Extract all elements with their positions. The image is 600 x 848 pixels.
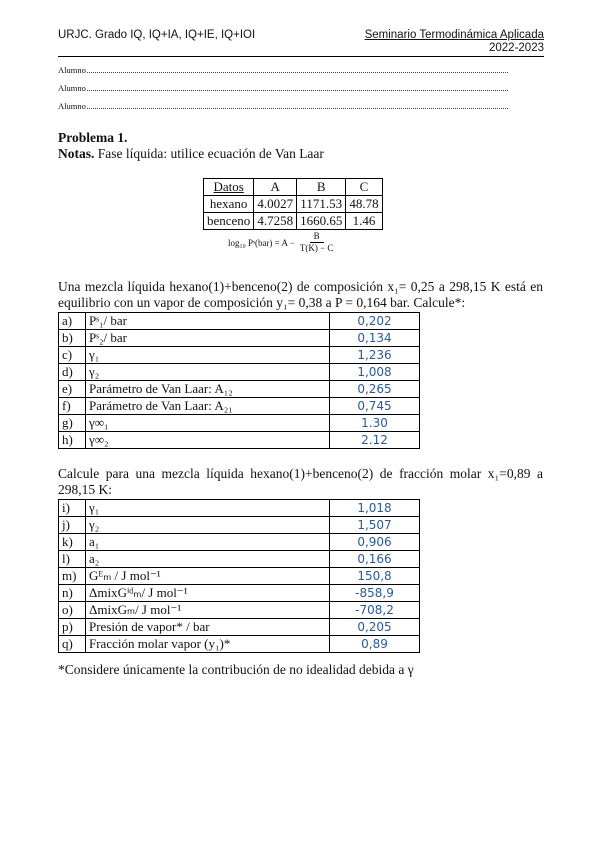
question-text: γ₂ (86, 364, 330, 381)
table-row (59, 619, 420, 636)
answer-value[interactable]: 2.12 (330, 432, 420, 449)
table-row (59, 313, 420, 330)
question-text: γ∞₂ (86, 432, 330, 449)
table-row (59, 398, 420, 415)
question-label: m) (59, 568, 86, 585)
question-label: j) (59, 517, 86, 534)
answer-value[interactable]: 0,166 (330, 551, 420, 568)
question-label: f) (59, 398, 86, 415)
table-cell: 1660.65 (297, 213, 346, 230)
question-text: ΔmixGⁱᵈₘ/ J mol⁻¹ (86, 585, 330, 602)
footnote: *Considere únicamente la contribución de no idealidad debida a γ (58, 662, 414, 677)
table-cell: 4.0027 (254, 196, 297, 213)
table-row (59, 585, 420, 602)
question-label: k) (59, 534, 86, 551)
question-text: Gᴱₘ / J mol⁻¹ (86, 568, 330, 585)
results-table-2 (58, 499, 420, 653)
answer-value[interactable]: 0,205 (330, 619, 420, 636)
question-text: Parámetro de Van Laar: A₁₂ (86, 381, 330, 398)
header-divider (58, 56, 544, 57)
table-row (59, 636, 420, 653)
antoine-constants-table (203, 178, 383, 230)
table-row (59, 415, 420, 432)
table-row (59, 551, 420, 568)
question-text: Presión de vapor* / bar (86, 619, 330, 636)
table-header-row (204, 179, 383, 196)
table-row (59, 381, 420, 398)
question-text: γ₁ (86, 347, 330, 364)
question-text: Pˢ₁/ bar (86, 313, 330, 330)
answer-value[interactable]: 1,236 (330, 347, 420, 364)
table-row (59, 432, 420, 449)
table-cell: 4.7258 (254, 213, 297, 230)
student-label: Alumno (58, 83, 86, 93)
answer-value[interactable]: 0,202 (330, 313, 420, 330)
student-line-3[interactable] (58, 100, 508, 111)
question-label: q) (59, 636, 86, 653)
question-text: γ∞₁ (86, 415, 330, 432)
header-course: URJC. Grado IQ, IQ+IA, IQ+IE, IQ+IOI (58, 29, 256, 41)
formula-fraction (298, 231, 336, 254)
question-label: h) (59, 432, 86, 449)
question-text: ΔmixGₘ/ J mol⁻¹ (86, 602, 330, 619)
antoine-formula (228, 231, 335, 254)
answer-value[interactable]: 150,8 (330, 568, 420, 585)
question-label: i) (59, 500, 86, 517)
problem-title: Problema 1. (58, 130, 128, 145)
answer-value[interactable]: -708,2 (330, 602, 420, 619)
answer-value[interactable]: 1,018 (330, 500, 420, 517)
answer-value[interactable]: 0,265 (330, 381, 420, 398)
table-header-cell: C (346, 179, 382, 196)
table-row (204, 196, 383, 213)
question-label: l) (59, 551, 86, 568)
question-label: a) (59, 313, 86, 330)
notes-label: Notas. (58, 146, 95, 161)
table-cell: hexano (204, 196, 254, 213)
table-row (59, 330, 420, 347)
table-row (204, 213, 383, 230)
table-row (59, 534, 420, 551)
table-row (59, 500, 420, 517)
header-seminar (365, 29, 544, 55)
answer-value[interactable]: 0,906 (330, 534, 420, 551)
question-text: Pˢ₂/ bar (86, 330, 330, 347)
question-label: d) (59, 364, 86, 381)
question-text: Parámetro de Van Laar: A₂₁ (86, 398, 330, 415)
table-row (59, 517, 420, 534)
table-row (59, 347, 420, 364)
table-row (59, 602, 420, 619)
results-table-1 (58, 312, 420, 449)
formula-left: log₁₀ Pˢ(bar) = A − (228, 237, 295, 248)
table-header-cell: Datos (204, 179, 254, 196)
problem-statement-1: Una mezcla líquida hexano(1)+benceno(2) de composición x₁= 0,25 a 298,15 K está en equilibrio con un vapor de composición y₁= 0,38 a P = 0,164 bar. Calcule*: (58, 279, 543, 310)
formula-denominator: T(K) − C (299, 243, 334, 253)
question-label: e) (59, 381, 86, 398)
table-header-cell: B (297, 179, 346, 196)
question-text: a₁ (86, 534, 330, 551)
answer-value[interactable]: -858,9 (330, 585, 420, 602)
table-row (59, 568, 420, 585)
problem-statement-2: Calcule para una mezcla líquida hexano(1)+benceno(2) de fracción molar x₁=0,89 a 298,15 K: (58, 466, 543, 497)
question-label: g) (59, 415, 86, 432)
question-label: o) (59, 602, 86, 619)
table-cell: 48.78 (346, 196, 382, 213)
answer-value[interactable]: 1,008 (330, 364, 420, 381)
question-text: a₂ (86, 551, 330, 568)
table-header-cell: A (254, 179, 297, 196)
answer-value[interactable]: 0,89 (330, 636, 420, 653)
table-cell: benceno (204, 213, 254, 230)
header-seminar-title: Seminario Termodinámica Aplicada (364, 29, 544, 41)
question-text: γ₁ (86, 500, 330, 517)
formula-numerator: B (310, 231, 324, 243)
notes-text: Fase líquida: utilice ecuación de Van Laar (94, 146, 324, 161)
student-label: Alumno (58, 101, 86, 111)
header-year: 2022-2023 (489, 42, 544, 54)
answer-value[interactable]: 1.30 (330, 415, 420, 432)
student-label: Alumno (58, 65, 86, 75)
table-row (59, 364, 420, 381)
question-label: b) (59, 330, 86, 347)
table-cell: 1171.53 (297, 196, 346, 213)
answer-value[interactable]: 0,745 (330, 398, 420, 415)
problem-notes (58, 146, 324, 162)
answer-value[interactable]: 0,134 (330, 330, 420, 347)
answer-value[interactable]: 1,507 (330, 517, 420, 534)
question-text: Fracción molar vapor (y₁)* (86, 636, 330, 653)
question-text: γ₂ (86, 517, 330, 534)
question-label: p) (59, 619, 86, 636)
question-label: c) (59, 347, 86, 364)
student-line-1[interactable] (58, 64, 508, 75)
student-line-2[interactable] (58, 82, 508, 93)
question-label: n) (59, 585, 86, 602)
table-cell: 1.46 (346, 213, 382, 230)
